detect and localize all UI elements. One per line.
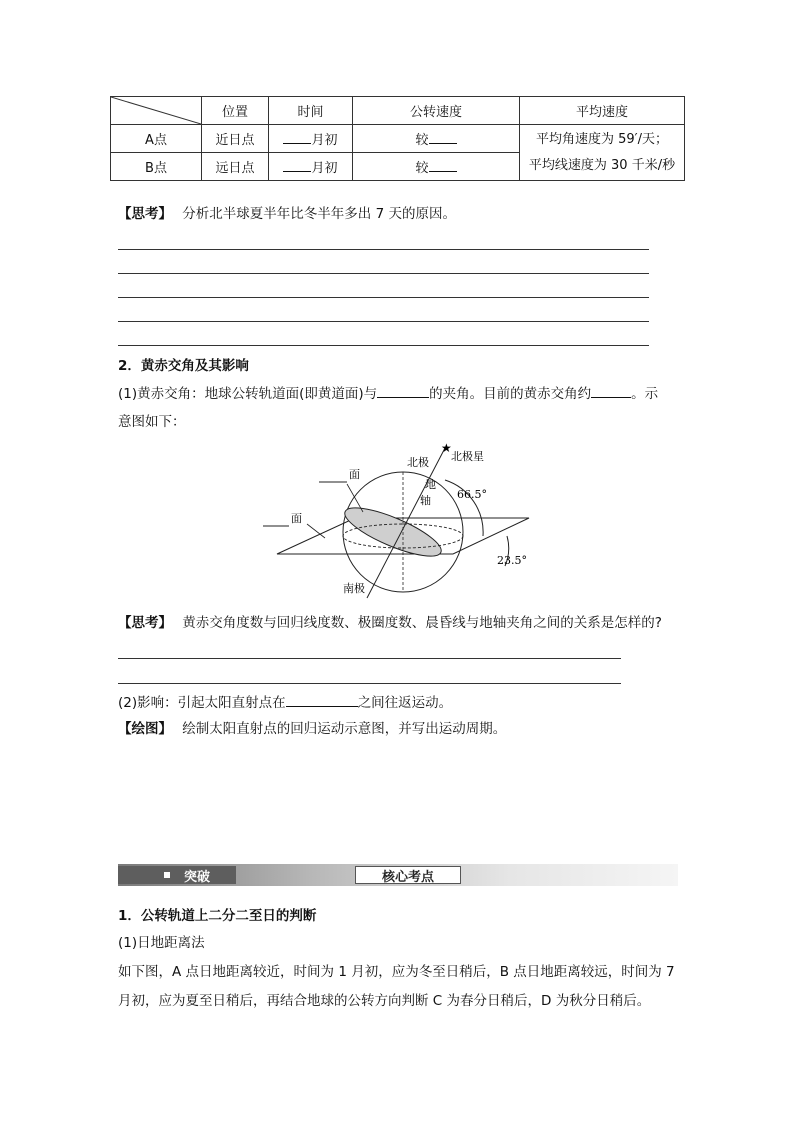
avg-angular-speed: 平均角速度为 59′/天； — [535, 131, 668, 147]
north-pole-label: 北极 — [407, 456, 429, 469]
plane-top-label: 面 — [349, 468, 360, 481]
row-label: B点 — [111, 153, 202, 181]
header-position: 位置 — [202, 97, 269, 125]
table-header-row — [111, 97, 685, 125]
subsection-title: (1)日地距离法 — [118, 935, 205, 951]
polaris-icon: ★ — [441, 441, 452, 455]
diagonal-header-cell — [111, 97, 202, 125]
answer-line — [118, 249, 649, 250]
answer-line — [118, 345, 649, 346]
row-position: 近日点 — [202, 125, 269, 153]
obliquity-diagram — [255, 440, 545, 605]
answer-line — [118, 683, 621, 684]
influence-text: (2)影响：引起太阳直射点在 之间往返运动。 — [118, 692, 452, 713]
answer-line — [118, 273, 649, 274]
angle-23-label: 23.5° — [497, 554, 527, 567]
answer-line — [118, 658, 621, 659]
row-label: A点 — [111, 125, 202, 153]
think-text: 分析北半球夏半年比冬半年多出 7 天的原因。 — [182, 206, 456, 222]
axis-label-2: 轴 — [420, 494, 431, 507]
revolution-table — [110, 96, 685, 181]
avg-linear-speed: 平均线速度为 30 千米/秒 — [528, 157, 676, 173]
section-title: 1．公转轨道上二分二至日的判断 — [118, 908, 317, 924]
think-question-2: 【思考】 黄赤交角度数与回归线度数、极圈度数、晨昏线与地轴夹角之间的关系是怎样的? — [118, 615, 662, 631]
section-title: 2．黄赤交角及其影响 — [118, 358, 249, 374]
plane-left-label: 面 — [291, 512, 302, 525]
diagonal-line — [111, 97, 201, 124]
row-time: 月初 — [269, 125, 353, 153]
header-speed: 公转速度 — [353, 97, 520, 125]
polaris-label: 北极星 — [451, 450, 484, 463]
body-line-1: 如下图，A 点日地距离较近，时间为 1 月初，应为冬至日稍后，B 点日地距离较远，时间为 7 — [118, 964, 675, 980]
header-avg-speed: 平均速度 — [520, 97, 685, 125]
think-question-1 — [118, 204, 456, 224]
draw-question: 【绘图】 绘制太阳直射点的回归运动示意图，并写出运动周期。 — [118, 721, 507, 737]
ecliptic-plane — [340, 499, 447, 565]
row-position: 远日点 — [202, 153, 269, 181]
obliquity-definition-cont: 意图如下： — [118, 414, 186, 430]
avg-speed-cell — [520, 125, 685, 181]
south-pole-label: 南极 — [343, 582, 365, 595]
think-tag: 【思考】 — [118, 206, 172, 222]
angle-66-label: 66.5° — [457, 488, 487, 501]
row-speed: 较 — [353, 125, 520, 153]
obliquity-definition: (1)黄赤交角：地球公转轨道面(即黄道面)与 的夹角。目前的黄赤交角约 。示 — [118, 383, 658, 404]
square-icon — [164, 872, 170, 878]
banner-right: 核心考点 — [355, 866, 461, 884]
row-time: 月初 — [269, 153, 353, 181]
answer-line — [118, 297, 649, 298]
row-speed: 较 — [353, 153, 520, 181]
answer-line — [118, 321, 649, 322]
banner-left: 突破 — [118, 866, 236, 884]
body-line-2: 月初，应为夏至日稍后，再结合地球的公转方向判断 C 为春分日稍后，D 为秋分日稍后。 — [118, 993, 651, 1009]
section-banner — [118, 864, 678, 886]
table-row — [111, 125, 685, 153]
header-time: 时间 — [269, 97, 353, 125]
axis-label-1: 地 — [425, 478, 436, 491]
